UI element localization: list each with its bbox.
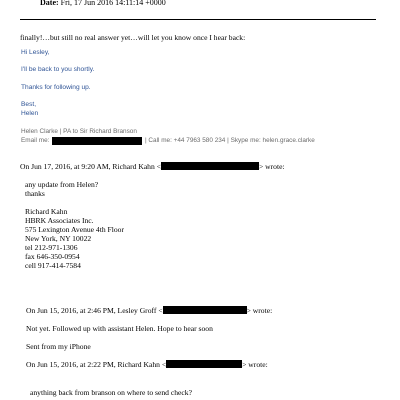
quote2-attribution-post: > wrote: xyxy=(246,306,273,315)
quote1-body-2: thanks xyxy=(25,189,45,198)
quote1-sig-line: HBRK Associates Inc. xyxy=(25,216,94,225)
redaction-block xyxy=(161,162,259,170)
quote3-attribution xyxy=(26,360,268,369)
closing-text: Best, xyxy=(21,101,37,108)
quote2-attribution xyxy=(26,306,272,315)
reply-line-1: I'll be back to you shortly. xyxy=(21,66,95,73)
greeting-text: Hi Lesley, xyxy=(21,49,50,56)
date-label: Date: xyxy=(40,0,59,7)
quote1-sig-line: fax 646-350-0954 xyxy=(25,252,80,261)
quote1-attribution-pre: On Jun 17, 2016, at 9:20 AM, Richard Kahn < xyxy=(20,162,161,171)
quote2-body-1: Not yet. Followed up with assistant Helen. Hope to hear soon xyxy=(26,324,213,333)
quote1-body-1: any update from Helen? xyxy=(25,180,99,189)
quote2-attribution-pre: On Jun 15, 2016, at 2:46 PM, Lesley Groff < xyxy=(26,306,163,315)
redaction-block xyxy=(52,137,142,145)
redaction-block xyxy=(166,360,242,368)
quote1-sig-line: Richard Kahn xyxy=(25,207,68,216)
intro-text: finally!…but still no real answer yet…will let you know once I hear back: xyxy=(20,33,246,42)
date-header xyxy=(40,0,166,7)
date-value: Fri, 17 Jun 2016 14:11:14 +0000 xyxy=(60,0,166,7)
quote1-sig-line: 575 Lexington Avenue 4th Floor xyxy=(25,225,124,234)
signature-contact: | Call me: +44 7963 580 234 | Skype me: helen.grace.clarke xyxy=(145,137,315,144)
quote3-attribution-pre: On Jun 15, 2016, at 2:22 PM, Richard Kahn < xyxy=(26,360,167,369)
quote3-attribution-post: > wrote: xyxy=(242,360,268,369)
reply-line-2: Thanks for following up. xyxy=(21,84,91,91)
redaction-block xyxy=(163,306,247,314)
closing-name: Helen xyxy=(21,110,39,117)
quote2-body-2: Sent from my iPhone xyxy=(26,342,91,351)
quote1-sig-line: cell 917-414-7584 xyxy=(25,261,81,270)
quote1-sig-line: tel 212-971-1306 xyxy=(25,243,78,252)
quote1-attribution-post: > wrote: xyxy=(258,162,285,171)
quote3-body-1: anything back from branson on where to send check? xyxy=(30,388,192,397)
quote1-attribution xyxy=(20,162,285,171)
quote1-sig-line: New York, NY 10022 xyxy=(25,234,92,243)
email-label: Email me: xyxy=(21,137,50,144)
signature-title: Helen Clarke | PA to Sir Richard Branson xyxy=(21,128,137,135)
header-divider xyxy=(20,19,376,20)
